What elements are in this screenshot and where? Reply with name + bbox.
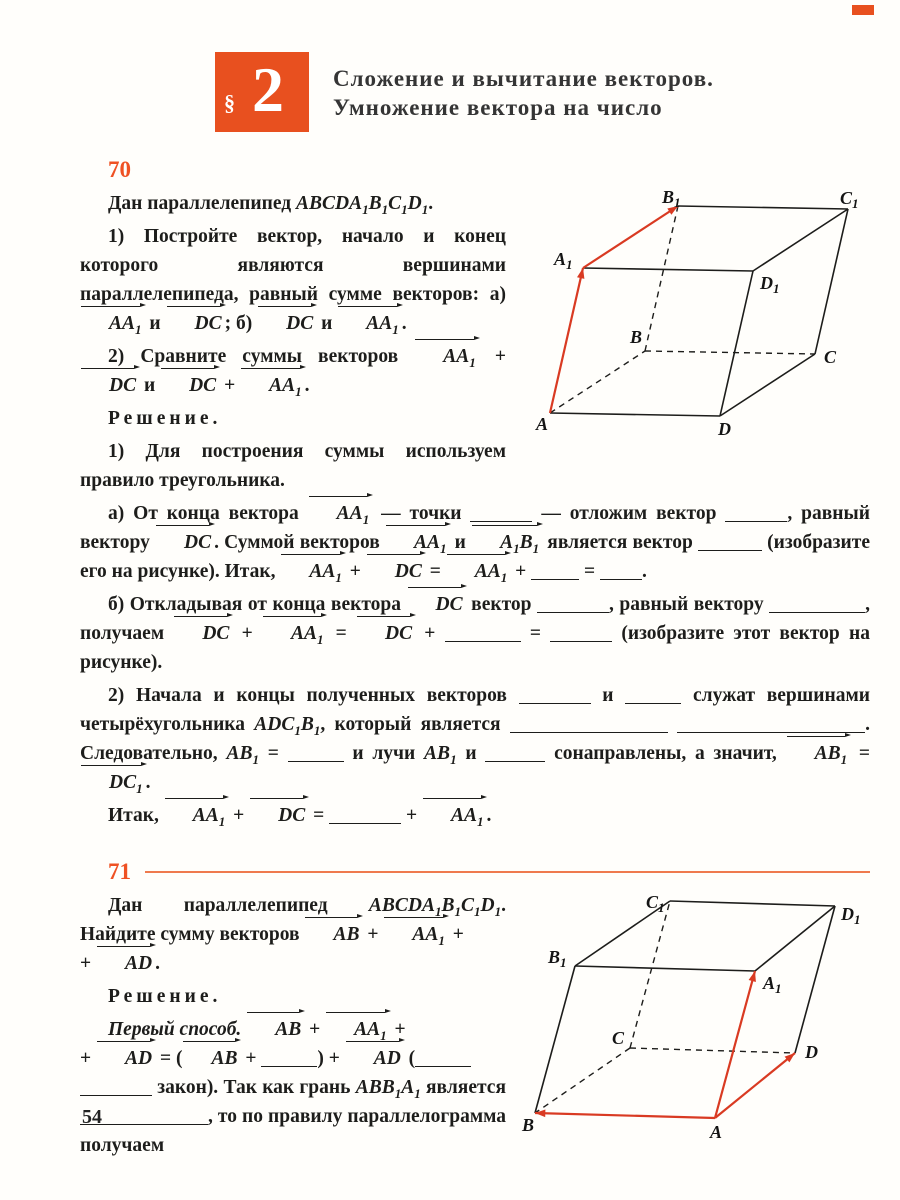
edge — [535, 966, 575, 1113]
vector-notation: AB — [246, 1015, 304, 1044]
solution-heading: Решение. — [108, 986, 222, 1007]
math-text: $ABB_1A_1$ — [355, 1077, 421, 1101]
vector-notation: DC — [257, 309, 316, 338]
section-title-line1: Сложение и вычитание векторов. — [333, 66, 714, 91]
edge — [753, 209, 848, 271]
paragraph: 2) Сравните суммы векторов $AA_1$ + DC и DC + $AA_1$ . — [80, 342, 870, 400]
fill-in-blank[interactable] — [470, 502, 532, 523]
vector-notation: AD — [96, 949, 155, 978]
vertex-label: $B_1$ — [548, 947, 567, 970]
paragraph: Итак, $AA_1$ + DC = + $AA_1$ . — [80, 801, 870, 830]
fill-in-blank[interactable] — [519, 684, 591, 705]
section-title — [333, 52, 714, 122]
hidden-edge — [645, 351, 815, 354]
fill-in-blank[interactable] — [80, 1076, 152, 1097]
math-text: $AB_1$ — [424, 743, 457, 767]
fill-in-blank[interactable] — [600, 560, 642, 581]
vector-notation: $AA_1$ — [280, 557, 345, 586]
hidden-edge — [645, 206, 678, 351]
vector-notation: $AA_1$ — [414, 342, 479, 371]
vector-notation: DC — [173, 619, 232, 648]
vertex-label: A — [710, 1122, 723, 1142]
fill-in-blank[interactable] — [550, 622, 612, 643]
vector-notation: AB — [182, 1044, 240, 1073]
parallelepiped-diagram-1 — [520, 191, 870, 439]
vector-notation: DC — [160, 371, 219, 400]
vector-notation: $AA_1$ — [446, 557, 511, 586]
edge — [575, 966, 755, 971]
vector-notation: DC — [366, 557, 425, 586]
vector-notation: DC — [166, 309, 225, 338]
problem-71-header — [108, 860, 870, 883]
print-registration-mark — [852, 5, 874, 15]
paragraph: 1) Постройте вектор, начало и конец которого являются вершинами параллелепипеда, равный сумме векторов: а) $AA_1$ и DC ; б) DC и $AA_1$ . — [80, 226, 506, 337]
edge — [550, 413, 720, 416]
section-title-line2: Умножение вектора на число — [333, 95, 663, 120]
paragraph: б) Откладывая от конца вектора DC вектор , равный вектору , получаем DC + $AA_1$ = DC + = (изобразите этот вектор на рисунке). — [80, 590, 870, 677]
section-number: 2 — [252, 54, 284, 125]
vector-notation: DC — [155, 528, 214, 557]
vector-notation: DC — [80, 371, 139, 400]
vector-arrow — [715, 1053, 795, 1118]
fill-in-blank[interactable] — [625, 684, 681, 705]
edge — [795, 906, 835, 1053]
vertex-label: $A_1$ — [763, 973, 782, 996]
problem-70-body — [80, 189, 870, 834]
math-text: Первый способ. — [108, 1019, 242, 1040]
vector-notation: DC — [356, 619, 415, 648]
math-text: $ABCDA_1B_1C_1D_1$ — [368, 895, 502, 919]
vertex-label: $D_1$ — [841, 904, 861, 927]
problem-70-header — [108, 158, 870, 181]
problem-71-body — [80, 891, 870, 1164]
vertex-label: $D_1$ — [760, 273, 780, 296]
section-header — [215, 52, 870, 132]
math-text: $ABCDA_1B_1C_1D_1$ — [296, 193, 429, 217]
math-text: $AB_1$ — [226, 743, 259, 767]
vector-notation: $AA_1$ — [240, 371, 305, 400]
paragraph: а) От конца вектора $AA_1$ — точки — отложим вектор , равный вектору DC . Суммой векторов $AA_1$ и $A_1B_1$ является вектор (изобразите его на рисунке). Итак, $AA_1$ + DC = $AA_1$ + = . — [80, 499, 870, 586]
section-badge — [215, 52, 309, 132]
edge — [720, 354, 815, 416]
vector-notation: DC — [407, 590, 466, 619]
vertex-label: A — [536, 414, 549, 434]
fill-in-blank[interactable] — [415, 1047, 471, 1068]
parallelepiped-diagram-2 — [520, 893, 870, 1145]
problem-number: 71 — [108, 859, 131, 884]
paragraph: Первый способ. AB + $AA_1$ + + AD = ( AB + ) + AD ( закон). Так как грань $ABB_1A_1$ является , то по правилу параллелограмма получаем — [80, 1015, 870, 1160]
vector-notation: $AA_1$ — [385, 528, 450, 557]
vector-notation: $DC_1$ — [80, 768, 146, 797]
vector-arrow — [535, 1113, 715, 1118]
vector-notation: AB — [304, 920, 362, 949]
fill-in-blank[interactable] — [537, 593, 609, 614]
vertex-label: $B_1$ — [662, 191, 681, 210]
edge — [755, 906, 835, 971]
hidden-edge — [630, 1048, 795, 1053]
vertex-label: C — [824, 347, 837, 367]
fill-in-blank[interactable] — [485, 742, 545, 763]
vector-notation: $AA_1$ — [308, 499, 373, 528]
vector-arrowhead — [535, 1110, 545, 1118]
paragraph: 1) Для построения суммы используем правило треугольника. — [80, 441, 506, 491]
vector-notation: $AA_1$ — [337, 309, 402, 338]
vector-notation: AD — [96, 1044, 155, 1073]
paragraph: Дан параллелепипед $ABCDA_1B_1C_1D_1$. — [108, 193, 434, 217]
vector-notation: $AB_1$ — [786, 739, 851, 768]
vector-notation: $AA_1$ — [422, 801, 487, 830]
solution-heading: Решение. — [108, 408, 222, 429]
vector-arrowhead — [749, 971, 756, 982]
vertex-label: C — [612, 1028, 625, 1048]
vector-notation: $AA_1$ — [325, 1015, 390, 1044]
edge — [583, 268, 753, 271]
problem-70 — [80, 158, 870, 834]
page-content — [80, 158, 870, 1164]
fill-in-blank[interactable] — [677, 713, 865, 734]
vector-notation: $A_1B_1$ — [471, 528, 542, 557]
vector-notation: $AA_1$ — [262, 619, 327, 648]
vector-notation: $AA_1$ — [383, 920, 448, 949]
fill-in-blank[interactable] — [288, 742, 344, 763]
fill-in-blank[interactable] — [725, 502, 787, 523]
vertex-label: B — [630, 327, 643, 347]
vector-arrow — [715, 971, 755, 1118]
edge — [670, 901, 835, 906]
fill-in-blank[interactable] — [445, 622, 521, 643]
edge — [815, 209, 848, 354]
fill-in-blank[interactable] — [698, 531, 762, 552]
vertex-label: $A_1$ — [554, 249, 573, 272]
fill-in-blank[interactable] — [769, 593, 865, 614]
fill-in-blank[interactable] — [531, 560, 579, 581]
hidden-edge — [550, 351, 645, 413]
vertex-label: D — [805, 1042, 818, 1062]
paragraph: Дан параллелепипед $ABCDA_1B_1C_1D_1$. Найдите сумму векторов AB + $AA_1$ + + AD . — [80, 891, 870, 978]
vector-notation: AD — [345, 1044, 404, 1073]
vector-notation: $AA_1$ — [80, 309, 145, 338]
paragraph: 2) Начала и концы полученных векторов и служат вершинами четырёхугольника $ADC_1B_1$, который является . Следовательно, $AB_1 = и$ лучи $AB_1$ и сонаправлены, а значит, $AB_1 = DC_1$ . — [80, 685, 870, 796]
edge — [678, 206, 848, 209]
vector-arrow — [583, 206, 678, 268]
fill-in-blank[interactable] — [329, 804, 401, 825]
vector-notation: $AA_1$ — [164, 801, 229, 830]
vector-arrow — [550, 268, 583, 413]
vertex-label: B — [522, 1115, 535, 1135]
math-text: $ADC_1B_1$ — [254, 714, 321, 738]
problem-71 — [80, 860, 870, 1164]
problem-rule-line — [145, 871, 870, 873]
vertex-label: D — [718, 419, 731, 439]
vertex-label: $C_1$ — [840, 191, 859, 211]
hidden-edge — [630, 901, 670, 1048]
paragraph-sign: § — [224, 90, 235, 115]
edge — [720, 271, 753, 416]
vertex-label: $C_1$ — [646, 893, 665, 915]
problem-number: 70 — [108, 157, 131, 182]
page-number: 54 — [82, 1106, 102, 1128]
fill-in-blank[interactable] — [510, 713, 668, 734]
fill-in-blank[interactable] — [261, 1047, 317, 1068]
vector-notation: DC — [249, 801, 308, 830]
